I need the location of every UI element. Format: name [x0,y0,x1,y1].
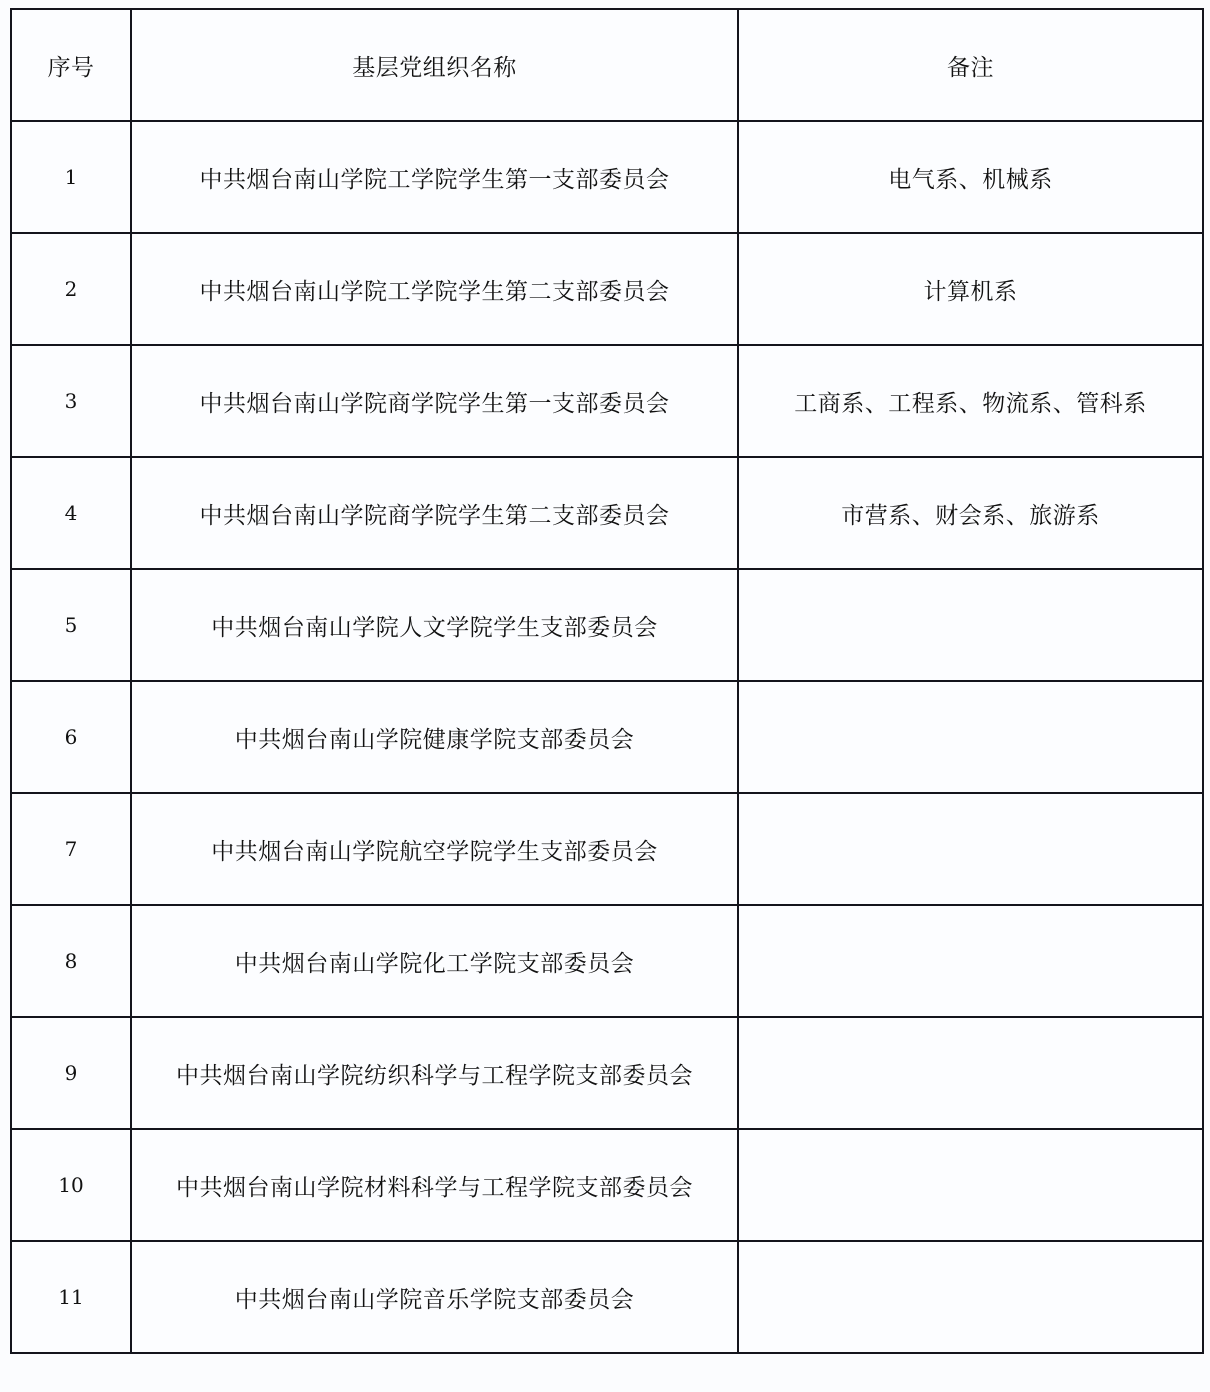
cell-organization-name: 中共烟台南山学院商学院学生第一支部委员会 [131,345,738,457]
header-serial-number: 序号 [11,9,131,121]
cell-remark: 电气系、机械系 [738,121,1203,233]
cell-organization-name: 中共烟台南山学院工学院学生第一支部委员会 [131,121,738,233]
cell-organization-name: 中共烟台南山学院工学院学生第二支部委员会 [131,233,738,345]
cell-remark: 工商系、工程系、物流系、管科系 [738,345,1203,457]
cell-remark [738,1017,1203,1129]
cell-serial-number: 2 [11,233,131,345]
cell-serial-number: 10 [11,1129,131,1241]
cell-organization-name: 中共烟台南山学院纺织科学与工程学院支部委员会 [131,1017,738,1129]
cell-serial-number: 3 [11,345,131,457]
cell-remark [738,569,1203,681]
cell-remark: 市营系、财会系、旅游系 [738,457,1203,569]
table-row [11,1017,1203,1129]
cell-organization-name: 中共烟台南山学院商学院学生第二支部委员会 [131,457,738,569]
header-organization-name: 基层党组织名称 [131,9,738,121]
table-row [11,121,1203,233]
party-organization-table [10,8,1204,1354]
party-organization-table-container [10,8,1204,1354]
cell-organization-name: 中共烟台南山学院人文学院学生支部委员会 [131,569,738,681]
cell-serial-number: 1 [11,121,131,233]
table-row [11,457,1203,569]
cell-remark: 计算机系 [738,233,1203,345]
table-row [11,681,1203,793]
cell-serial-number: 8 [11,905,131,1017]
table-row [11,345,1203,457]
cell-serial-number: 7 [11,793,131,905]
cell-remark [738,1241,1203,1353]
table-header-row [11,9,1203,121]
cell-organization-name: 中共烟台南山学院健康学院支部委员会 [131,681,738,793]
cell-organization-name: 中共烟台南山学院化工学院支部委员会 [131,905,738,1017]
table-row [11,793,1203,905]
cell-remark [738,905,1203,1017]
cell-serial-number: 11 [11,1241,131,1353]
table-row [11,1241,1203,1353]
cell-serial-number: 5 [11,569,131,681]
cell-serial-number: 4 [11,457,131,569]
cell-serial-number: 9 [11,1017,131,1129]
cell-remark [738,793,1203,905]
cell-organization-name: 中共烟台南山学院航空学院学生支部委员会 [131,793,738,905]
cell-organization-name: 中共烟台南山学院音乐学院支部委员会 [131,1241,738,1353]
table-row [11,905,1203,1017]
table-row [11,233,1203,345]
cell-remark [738,681,1203,793]
cell-serial-number: 6 [11,681,131,793]
table-row [11,569,1203,681]
table-row [11,1129,1203,1241]
header-remark: 备注 [738,9,1203,121]
cell-remark [738,1129,1203,1241]
cell-organization-name: 中共烟台南山学院材料科学与工程学院支部委员会 [131,1129,738,1241]
